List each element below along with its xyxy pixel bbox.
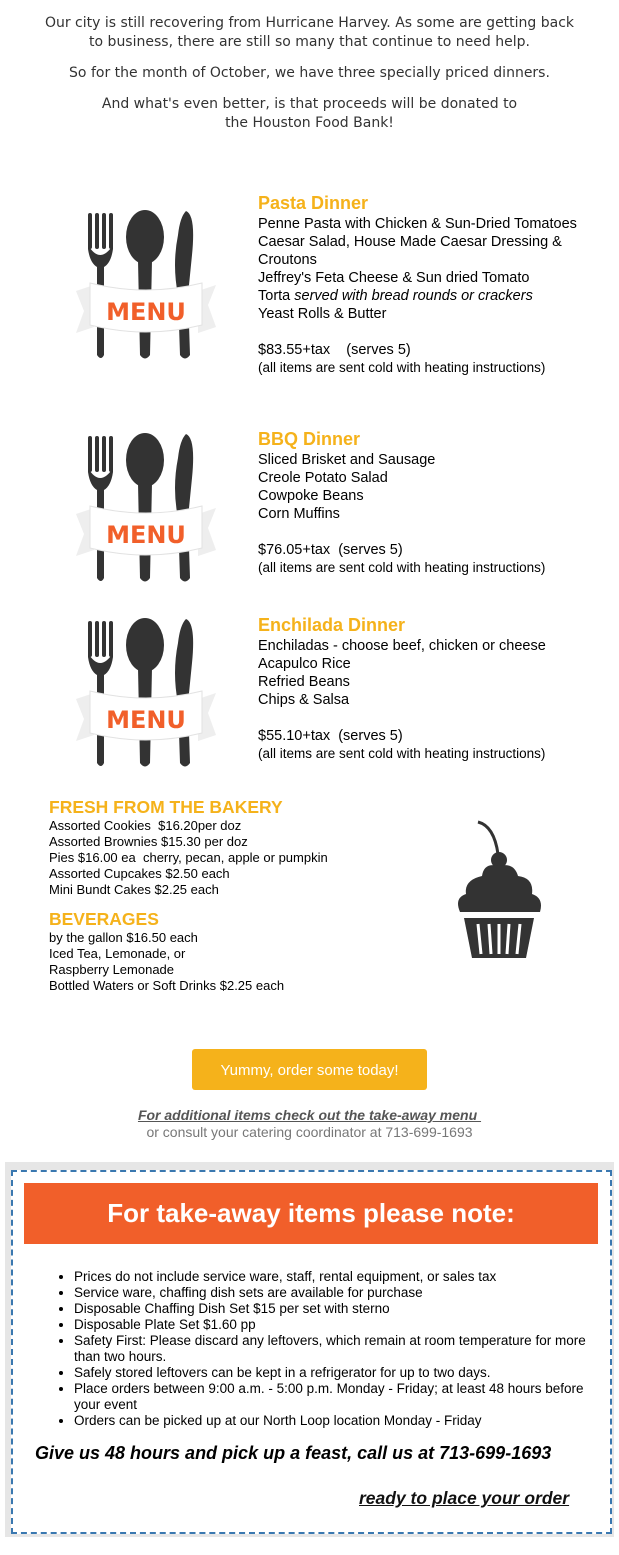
dinner-price: $83.55+tax (serves 5) bbox=[258, 342, 411, 358]
dinner-item: Caesar Salad, House Made Caesar Dressing & Croutons bbox=[258, 234, 562, 268]
bakery-item: Pies $16.00 ea cherry, pecan, apple or pumpkin bbox=[49, 850, 328, 865]
dinner-note: (all items are sent cold with heating instructions) bbox=[258, 560, 546, 575]
note-item: • Safely stored leftovers can be kept in a refrigerator for up to two days. bbox=[74, 1365, 604, 1381]
note-item: • Prices do not include service ware, staff, rental equipment, or sales tax bbox=[74, 1269, 604, 1285]
dinner-item: Corn Muffins bbox=[258, 506, 340, 522]
note-item: • Place orders between 9:00 a.m. - 5:00 p.m. Monday - Friday; at least 48 hours before your event bbox=[74, 1381, 604, 1413]
beverage-item: Bottled Waters or Soft Drinks $2.25 each bbox=[49, 978, 285, 993]
cupcake-icon bbox=[454, 818, 544, 960]
dinner-item: Chips & Salsa bbox=[258, 692, 350, 708]
intro-paragraph: And what's even better, is that proceeds will be donated to the Houston Food Bank! bbox=[101, 96, 518, 131]
dinner-item: Penne Pasta with Chicken & Sun-Dried Tomatoes bbox=[258, 216, 577, 232]
pasta-dinner bbox=[258, 192, 603, 377]
intro-paragraph: Our city is still recovering from Hurricane Harvey. As some are getting back to business, there are still so many that continue to need help. bbox=[44, 15, 575, 50]
dinner-item: Enchiladas - choose beef, chicken or cheese bbox=[258, 638, 546, 654]
note-item: • Orders can be picked up at our North Loop location Monday - Friday bbox=[74, 1413, 604, 1429]
dinner-item: Jeffrey's Feta Cheese & Sun dried Tomato bbox=[258, 270, 530, 286]
additional-info bbox=[0, 1107, 619, 1141]
call-us-callout: Give us 48 hours and pick up a feast, call us at 713-699-1693 bbox=[35, 1443, 552, 1463]
takeaway-menu-link[interactable]: For additional items check out the take-away menu bbox=[137, 1107, 482, 1123]
dinner-title: Enchilada Dinner bbox=[258, 615, 406, 635]
intro-text bbox=[0, 14, 619, 145]
bakery-item: Assorted Cookies $16.20per doz bbox=[49, 818, 242, 833]
menu-label: MENU bbox=[106, 521, 186, 549]
beverage-item: Raspberry Lemonade bbox=[49, 962, 175, 977]
intro-paragraph: So for the month of October, we have three specially priced dinners. bbox=[69, 65, 550, 81]
beverages-title: BEVERAGES bbox=[49, 909, 159, 929]
note-item: • Service ware, chaffing dish sets are available for purchase bbox=[74, 1285, 604, 1301]
bbq-dinner bbox=[258, 428, 603, 577]
enchilada-dinner bbox=[258, 614, 603, 763]
beverage-item: Iced Tea, Lemonade, or bbox=[49, 946, 186, 961]
menu-label: MENU bbox=[106, 706, 186, 734]
note-item: • Disposable Plate Set $1.60 pp bbox=[74, 1317, 604, 1333]
bakery-title: FRESH FROM THE BAKERY bbox=[49, 797, 283, 817]
dinner-item bbox=[258, 287, 603, 305]
dinner-note: (all items are sent cold with heating instructions) bbox=[258, 360, 546, 375]
dinner-item: Sliced Brisket and Sausage bbox=[258, 452, 436, 468]
dinner-price: $55.10+tax (serves 5) bbox=[258, 728, 403, 744]
dinner-item: Acapulco Rice bbox=[258, 656, 351, 672]
beverage-item: by the gallon $16.50 each bbox=[49, 930, 198, 945]
torta-note: served with bread rounds or crackers bbox=[294, 288, 533, 304]
bakery-section bbox=[49, 797, 429, 994]
bakery-item: Assorted Cupcakes $2.50 each bbox=[49, 866, 230, 881]
dinner-item: Creole Potato Salad bbox=[258, 470, 388, 486]
bakery-item: Mini Bundt Cakes $2.25 each bbox=[49, 882, 219, 897]
dinner-item: Cowpoke Beans bbox=[258, 488, 364, 504]
dinner-item: Yeast Rolls & Butter bbox=[258, 306, 387, 322]
takeaway-banner: For take-away items please note: bbox=[24, 1183, 598, 1244]
menu-icon bbox=[74, 613, 218, 773]
dinner-note: (all items are sent cold with heating instructions) bbox=[258, 746, 546, 761]
torta-label: Torta bbox=[258, 288, 295, 304]
note-item: • Disposable Chaffing Dish Set $15 per set with sterno bbox=[74, 1301, 604, 1317]
ready-to-order-link[interactable]: ready to place your order bbox=[359, 1488, 570, 1508]
takeaway-notes bbox=[56, 1269, 604, 1429]
dinner-price: $76.05+tax (serves 5) bbox=[258, 542, 403, 558]
dinner-title: Pasta Dinner bbox=[258, 193, 369, 213]
order-button[interactable]: Yummy, order some today! bbox=[192, 1049, 427, 1090]
menu-label: MENU bbox=[106, 298, 186, 326]
bakery-item: Assorted Brownies $15.30 per doz bbox=[49, 834, 248, 849]
dinner-title: BBQ Dinner bbox=[258, 429, 361, 449]
coordinator-text: or consult your catering coordinator at 713-699-1693 bbox=[146, 1124, 473, 1140]
note-item: • Safety First: Please discard any leftovers, which remain at room temperature for more than two hours. bbox=[74, 1333, 604, 1365]
menu-icon bbox=[74, 205, 218, 365]
menu-icon bbox=[74, 428, 218, 588]
dinner-item: Refried Beans bbox=[258, 674, 350, 690]
